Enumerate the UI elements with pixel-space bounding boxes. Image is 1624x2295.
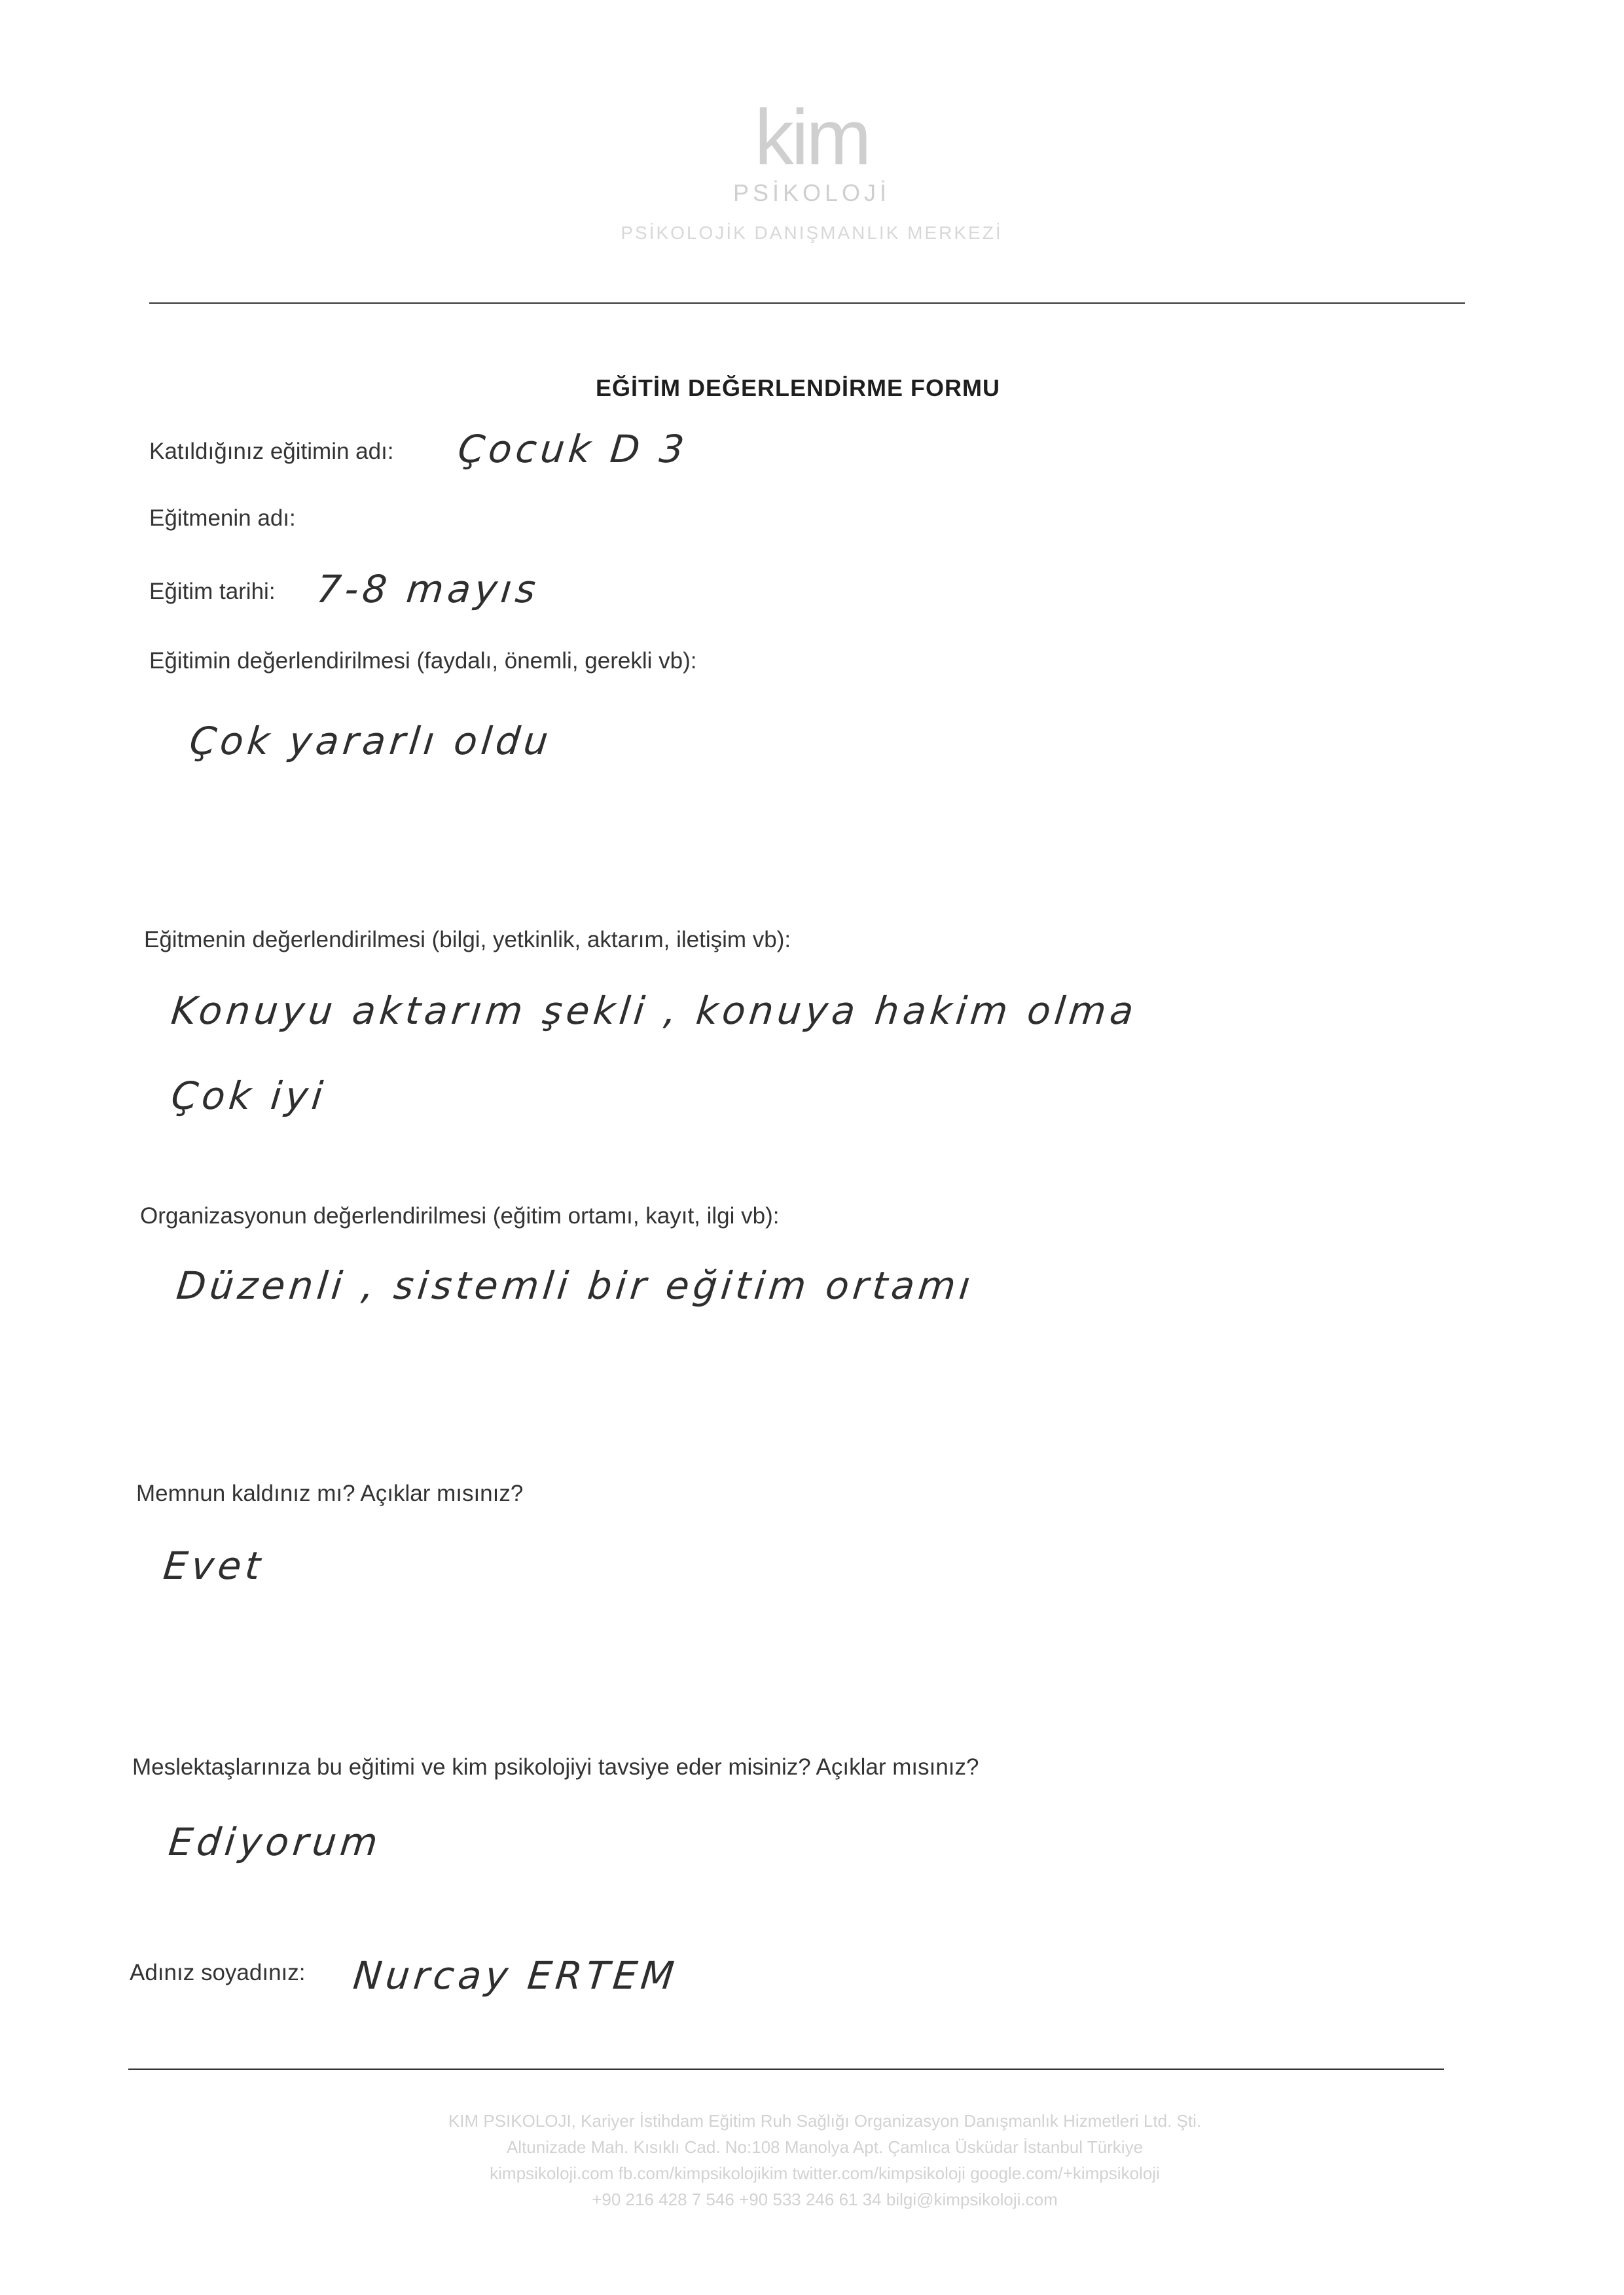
header-divider [149,302,1465,304]
field-label-recommendation: Meslektaşlarınıza bu eğitimi ve kim psikolojiyi tavsiye eder misiniz? Açıklar mısınız? [132,1754,979,1780]
footer [157,2108,1492,2213]
answer-trainer-evaluation-line1: Konuyu aktarım şekli , konuya hakim olma [169,988,1140,1033]
field-label-training-date: Eğitim tarihi: [149,579,276,604]
form-title: EĞİTİM DEĞERLENDİRME FORMU [596,374,1000,401]
footer-address: Altunizade Mah. Kısıklı Cad. No:108 Manolya Apt. Çamlıca Üsküdar İstanbul Türkiye [506,2137,1144,2157]
footer-divider [128,2069,1444,2070]
field-label-training-name: Katıldığınız eğitimin adı: [149,439,394,464]
footer-web: kimpsikoloji.com fb.com/kimpsikolojikim twitter.com/kimpsikoloji google.com/+kimpsikoloji [490,2163,1160,2183]
answer-organization-evaluation: Düzenli , sistemli bir eğitim ortamı [174,1263,977,1308]
answer-satisfaction: Evet [161,1544,266,1588]
company-logo [621,94,1003,243]
footer-company: KIM PSIKOLOJI, Kariyer İstihdam Eğitim Ruh Sağlığı Organizasyon Danışmanlık Hizmetleri Ltd. Şti. [448,2111,1202,2131]
logo-tagline: PSİKOLOJİK DANIŞMANLIK MERKEZİ [621,223,1003,243]
field-label-satisfaction: Memnun kaldınız mı? Açıklar mısınız? [136,1481,524,1506]
field-label-full-name: Adınız soyadınız: [130,1960,306,1985]
field-label-organization-evaluation: Organizasyonun değerlendirilmesi (eğitim ortamı, kayıt, ilgi vb): [140,1203,780,1229]
answer-recommendation: Ediyorum [166,1820,384,1864]
field-label-training-evaluation: Eğitimin değerlendirilmesi (faydalı, önemli, gerekli vb): [149,648,697,674]
answer-training-name: Çocuk D 3 [456,427,691,471]
logo-name: PSİKOLOJİ [732,179,891,206]
logo-mark: kim [754,94,869,181]
answer-training-date: 7-8 mayıs [314,567,542,611]
answer-full-name: Nurcay ERTEM [351,1953,680,1998]
field-label-trainer-evaluation: Eğitmenin değerlendirilmesi (bilgi, yetkinlik, aktarım, iletişim vb): [144,927,791,952]
answer-training-evaluation: Çok yararlı oldu [187,719,554,763]
footer-contact: +90 216 428 7 546 +90 533 246 61 34 bilgi@kimpsikoloji.com [592,2190,1058,2209]
field-label-trainer-name: Eğitmenin adı: [149,505,296,531]
answer-trainer-evaluation-line2: Çok iyi [169,1074,329,1118]
